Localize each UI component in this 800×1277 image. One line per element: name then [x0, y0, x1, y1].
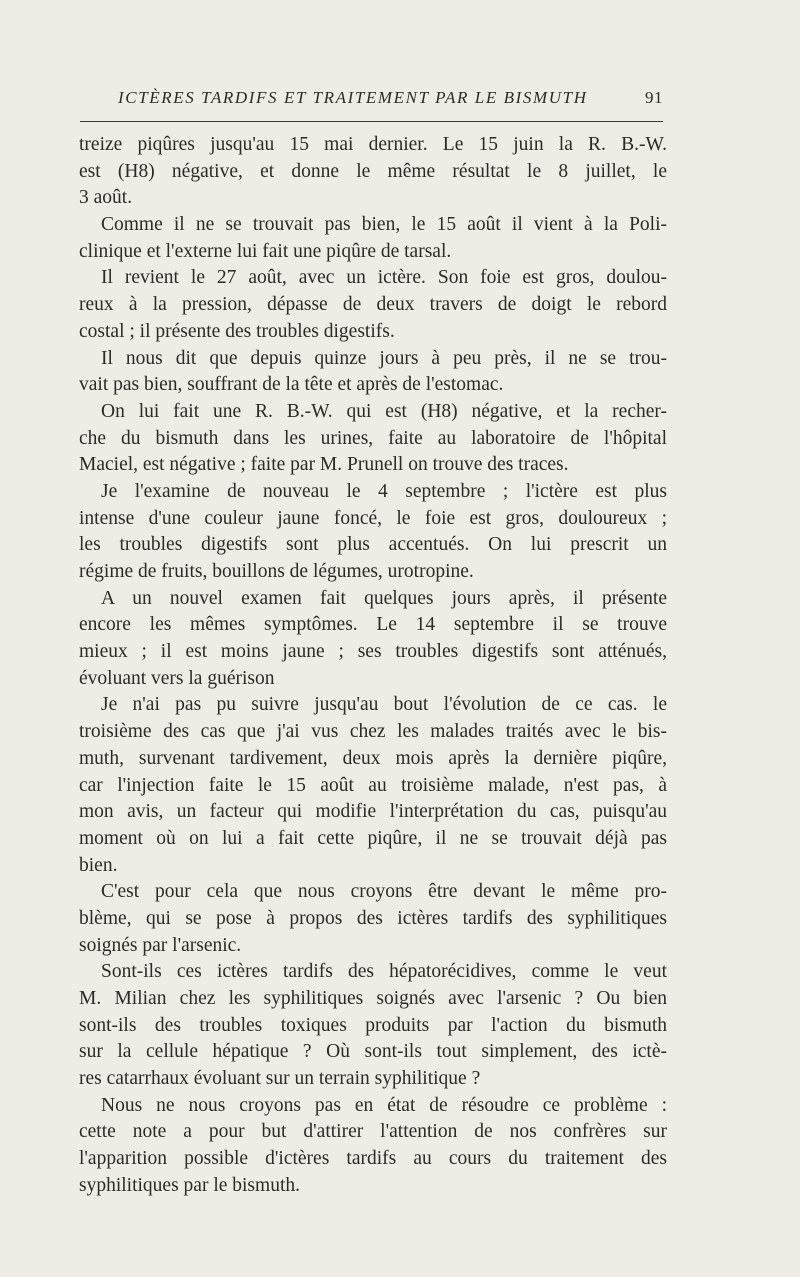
- body-text: [79, 132, 667, 1200]
- text-line: 3 août.: [79, 187, 133, 209]
- text-line: Il nous dit que depuis quinze jours à peu près, il ne se trou-: [101, 347, 667, 369]
- text-line: syphilitiques par le bismuth.: [79, 1174, 300, 1196]
- text-line: clinique et l'externe lui fait une piqûre de tarsal.: [79, 240, 452, 262]
- text-line: intense d'une couleur jaune foncé, le foie est gros, douloureux ;: [79, 507, 667, 529]
- text-line: mon avis, un facteur qui modifie l'interprétation du cas, puisqu'au: [79, 801, 667, 823]
- text-line: M. Milian chez les syphilitiques soignés avec l'arsenic ? Ou bien: [79, 988, 667, 1009]
- text-line: Sont-ils ces ictères tardifs des hépatorécidives, comme le veut: [101, 961, 667, 983]
- text-line: Comme il ne se trouvait pas bien, le 15 août il vient à la Poli-: [101, 214, 667, 236]
- text-line: Nous ne nous croyons pas en état de résoudre ce problème :: [101, 1094, 667, 1116]
- text-line: che du bismuth dans les urines, faite au laboratoire de l'hôpital: [79, 427, 667, 449]
- text-line: évoluant vers la guérison: [79, 667, 275, 689]
- text-line: bien.: [79, 854, 118, 876]
- text-line: Je l'examine de nouveau le 4 septembre ; l'ictère est plus: [101, 480, 667, 502]
- text-line: Il revient le 27 août, avec un ictère. Son foie est gros, doulou-: [101, 267, 667, 289]
- text-line: costal ; il présente des troubles digestifs.: [79, 320, 395, 342]
- text-line: res catarrhaux évoluant sur un terrain syphilitique ?: [79, 1068, 481, 1090]
- text-line: Maciel, est négative ; faite par M. Prunell on trouve des traces.: [79, 454, 569, 476]
- text-line: soignés par l'arsenic.: [79, 934, 242, 956]
- text-line: sont-ils des troubles toxiques produits par l'action du bismuth: [79, 1014, 667, 1036]
- text-line: C'est pour cela que nous croyons être devant le même pro-: [101, 881, 667, 903]
- text-line: l'apparition possible d'ictères tardifs au cours du traitement des: [79, 1148, 667, 1170]
- text-line: cette note a pour but d'attirer l'attention de nos confrères sur: [79, 1121, 667, 1143]
- text-line: mieux ; il est moins jaune ; ses troubles digestifs sont atténués,: [79, 641, 667, 663]
- text-line: les troubles digestifs sont plus accentués. On lui prescrit un: [79, 534, 667, 556]
- text-line: est (H8) négative, et donne le même résultat le 8 juillet, le: [79, 160, 667, 182]
- text-line: car l'injection faite le 15 août au troisième malade, n'est pas, à: [79, 774, 667, 796]
- page-number: 91: [645, 88, 663, 107]
- text-line: sur la cellule hépatique ? Où sont-ils tout simplement, des ictè-: [79, 1041, 667, 1063]
- text-line: régime de fruits, bouillons de légumes, urotropine.: [79, 561, 474, 582]
- text-line: moment où on lui a fait cette piqûre, il ne se trouvait déjà pas: [79, 827, 667, 849]
- running-head: ICTÈRES TARDIFS ET TRAITEMENT PAR LE BISMUTH: [118, 88, 588, 107]
- text-line: troisième des cas que j'ai vus chez les malades traités avec le bis-: [79, 721, 667, 743]
- text-line: blème, qui se pose à propos des ictères tardifs des syphilitiques: [79, 907, 667, 929]
- page-header: [118, 88, 663, 114]
- text-line: reux à la pression, dépasse de deux travers de doigt le rebord: [79, 294, 667, 316]
- text-line: A un nouvel examen fait quelques jours après, il présente: [101, 587, 667, 609]
- text-line: vait pas bien, souffrant de la tête et après de l'estomac.: [79, 374, 504, 396]
- text-line: Je n'ai pas pu suivre jusqu'au bout l'évolution de ce cas. le: [101, 694, 667, 716]
- text-line: encore les mêmes symptômes. Le 14 septembre il se trouve: [79, 614, 667, 636]
- text-line: On lui fait une R. B.-W. qui est (H8) négative, et la recher-: [101, 400, 667, 422]
- text-line: muth, survenant tardivement, deux mois après la dernière piqûre,: [79, 747, 667, 769]
- header-rule: [80, 121, 663, 122]
- text-line: treize piqûres jusqu'au 15 mai dernier. Le 15 juin la R. B.-W.: [79, 134, 667, 155]
